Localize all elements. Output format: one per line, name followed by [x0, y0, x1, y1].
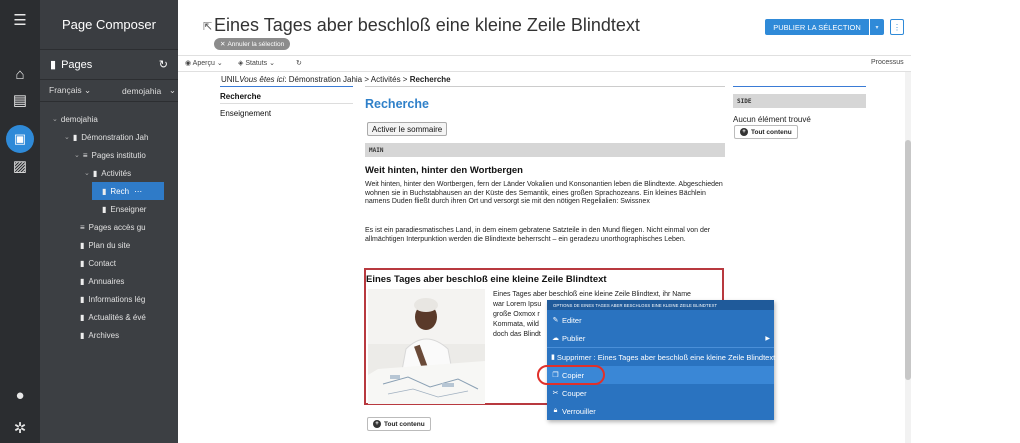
status-button[interactable]: ◈ Statuts ⌄	[238, 60, 275, 67]
close-icon: ✕	[220, 41, 226, 48]
eye-icon: ◉	[185, 60, 192, 67]
trash-icon: ▮	[551, 354, 555, 361]
layers-icon: ◈	[238, 60, 244, 67]
menu-icon: ≡	[80, 222, 85, 232]
page-icon: ▮	[102, 204, 107, 214]
copy-highlight-annotation	[537, 365, 605, 385]
pencil-icon: ✎	[552, 317, 559, 324]
tree-item[interactable]: ▮ Annuaires	[80, 276, 125, 286]
tree-item[interactable]: ▮ Plan du site	[80, 240, 131, 250]
tree-item[interactable]: ⌄ ▮ Démonstration Jah	[64, 132, 149, 142]
publish-selection-button[interactable]: PUBLIER LA SÉLECTION	[765, 19, 869, 35]
cloud-upload-icon: ☁	[552, 335, 559, 342]
site-select[interactable]: demojahia	[122, 85, 162, 96]
chevron-right-icon: ▶	[765, 335, 770, 342]
article-paragraph: Weit hinten, hinter den Wortbergen, fern der Länder Vokalien und Konsonantien leben die Blindtexte. Abgeschieden wohnen sie in Buchstabhausen an der Küste des Semantik, eines großen Sprachozeans. Ein kleines Bächlein namens Duden fließt durch ihren Ort und versorgt sie mit den nötigen Regelialien: Swissnex	[365, 181, 723, 206]
chevron-down-icon[interactable]: ⌄	[52, 116, 58, 123]
processes-link[interactable]: Processus	[871, 59, 904, 66]
cursor-select-icon: ⇱	[203, 21, 213, 33]
page-icon: ▮	[80, 240, 85, 250]
tree-item[interactable]: ▮ Archives	[80, 330, 120, 340]
scrollbar-thumb[interactable]	[905, 140, 911, 380]
page-heading: Recherche	[365, 97, 429, 111]
settings-icon[interactable]: ✲	[13, 420, 27, 437]
menu-icon: ≡	[82, 150, 88, 160]
page-icon: ▮	[80, 294, 85, 304]
page-icon: ▮	[80, 330, 85, 340]
main-top-border	[365, 86, 725, 87]
language-select[interactable]: Français ⌄	[49, 85, 92, 95]
chevron-down-icon[interactable]: ⌄	[84, 170, 90, 177]
activate-summary-button[interactable]: Activer le sommaire	[367, 122, 447, 136]
cancel-selection-chip[interactable]: ✕ Annuler la sélection	[214, 38, 290, 50]
tree-item[interactable]: ≡ Pages accès gu	[80, 222, 146, 232]
tree-item[interactable]: ⌄ ▮ Activités	[84, 168, 132, 178]
chevron-down-icon: ⌄	[216, 60, 223, 67]
chevron-down-icon[interactable]: ⌄	[64, 134, 70, 141]
selection-title: Eines Tages aber beschloß eine kleine Zeile Blindtext	[214, 15, 640, 35]
tree-item-selected[interactable]: ▮ Rech ⋯	[92, 182, 164, 200]
content-context-menu	[547, 300, 774, 420]
copy-icon: ❐	[552, 372, 559, 379]
pages-header	[40, 50, 178, 80]
menu-item-copy[interactable]: ❐ Copier	[547, 366, 774, 384]
nav-item-enseignement[interactable]: Enseignement	[220, 109, 272, 118]
side-top-border	[733, 86, 866, 87]
content-photo	[368, 289, 485, 404]
context-menu-header: OPTIONS DE EINES TAGES ABER BESCHLOSS EINE KLEINE ZEILE BLINDTEXT	[547, 300, 774, 310]
tree-item[interactable]: ▮ Informations lég	[80, 294, 146, 304]
tree-item[interactable]: ⌄ demojahia	[52, 114, 98, 124]
page-icon: ▮	[102, 186, 107, 196]
article-title: Weit hinten, hinter den Wortbergen	[365, 165, 523, 176]
page-icon: ▮	[72, 132, 78, 142]
preview-button[interactable]: ◉ Aperçu ⌄	[185, 60, 223, 67]
chevron-down-icon[interactable]: ⌄	[168, 85, 176, 95]
scissors-icon: ✂	[552, 390, 559, 397]
add-content-button[interactable]: + Tout contenu	[367, 417, 431, 431]
page-icon: ▮	[92, 168, 98, 178]
pages-icon[interactable]: ▣	[6, 125, 34, 153]
nav-top-border	[220, 86, 353, 87]
side-area-label: SIDE	[733, 94, 866, 108]
menu-item-edit[interactable]: ✎ Editer	[552, 315, 582, 325]
menu-item-publish[interactable]: ☁ Publier ▶	[552, 333, 770, 343]
page-icon: ▮	[80, 258, 85, 268]
selected-content-title: Eines Tages aber beschloß eine kleine Zeile Blindtext	[366, 274, 607, 285]
article-paragraph: Es ist ein paradiesmatisches Land, in dem einem gebratene Satzteile in den Mund fliegen. Nicht einmal von der allmächtigen Interpunktion werden die Blindtexte beherrscht – ein geradezu unorthographisches Leben.	[365, 227, 711, 243]
menu-item-delete[interactable]: ▮ Supprimer : Eines Tages aber beschloß eine kleine Zeile Blindtext	[551, 352, 776, 362]
icon-rail	[0, 0, 40, 443]
chevron-down-icon[interactable]: ⌄	[74, 152, 80, 159]
page-icon: ▮	[80, 276, 85, 286]
tree-item[interactable]: ▮ Contact	[80, 258, 116, 268]
more-icon[interactable]: ⋯	[134, 186, 143, 196]
plus-icon: +	[740, 128, 748, 136]
user-icon[interactable]: ●	[15, 386, 25, 404]
add-side-content-button[interactable]: + Tout contenu	[734, 125, 798, 139]
publish-dropdown-icon[interactable]: ▾	[870, 19, 884, 35]
refresh-icon[interactable]: ↻	[296, 60, 302, 67]
app-title: Page Composer	[40, 0, 178, 50]
toolbar	[178, 56, 911, 72]
images-icon[interactable]: ▨	[12, 158, 28, 175]
pages-label: Pages	[61, 58, 93, 71]
selected-content-text: Eines Tages aber beschloß eine kleine Zeile Blindtext, ihr Name war Lorem Ipsu große Oxmox r Kommata, wild doch das Blindt	[493, 291, 691, 338]
main-area-label: MAIN	[365, 143, 725, 157]
chevron-down-icon: ⌄	[269, 60, 275, 67]
clipboard-icon[interactable]: ▤	[12, 92, 28, 109]
plus-icon: +	[373, 420, 381, 428]
tree-item[interactable]: ▮ Enseigner	[102, 204, 147, 214]
nav-divider	[220, 103, 353, 104]
tree-item[interactable]: ▮ Actualités & évé	[80, 312, 146, 322]
page-header	[178, 0, 911, 56]
page-icon: ▮	[80, 312, 85, 322]
document-icon: ▮	[50, 59, 57, 71]
menu-item-lock[interactable]: 🔒︎ Verrouiller	[547, 402, 774, 420]
page-canvas	[178, 72, 905, 443]
more-options-icon[interactable]: ⋮	[890, 19, 904, 35]
language-site-selector	[40, 80, 178, 102]
lock-icon: 🔒︎	[553, 407, 558, 414]
no-items-found-text: Aucun élément trouvé	[733, 115, 811, 124]
hamburger-icon[interactable]: ☰	[13, 12, 27, 29]
tree-item[interactable]: ⌄ ≡ Pages institutio	[74, 150, 146, 160]
refresh-icon[interactable]: ↻	[158, 59, 168, 71]
breadcrumb: UNILVous êtes ici: Démonstration Jahia > Activités > Recherche	[221, 75, 451, 84]
nav-item-recherche[interactable]: Recherche	[220, 92, 261, 101]
home-icon[interactable]: ⌂	[15, 65, 25, 83]
page-tree-sidebar	[40, 0, 178, 443]
menu-item-cut[interactable]: ✂ Couper	[552, 388, 587, 398]
